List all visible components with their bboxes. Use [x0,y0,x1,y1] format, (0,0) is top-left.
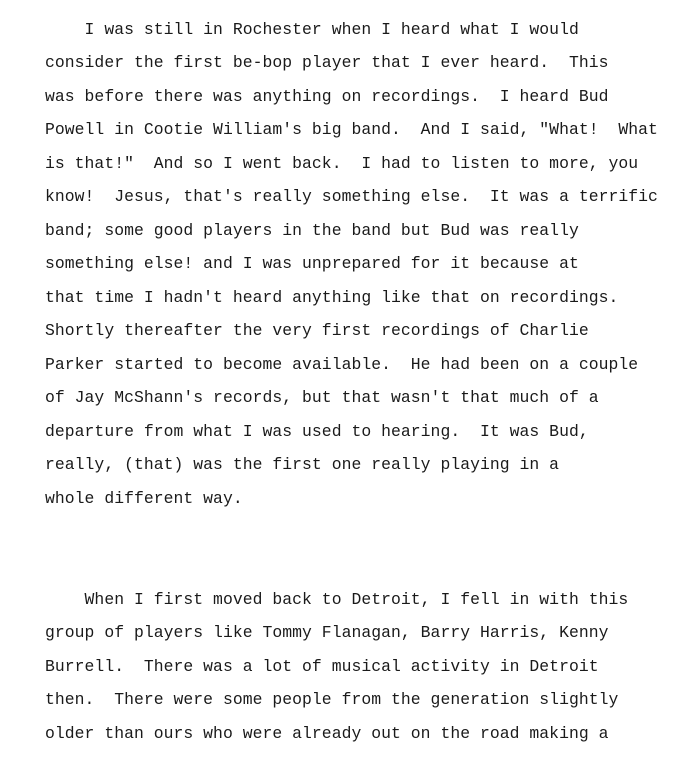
paragraph-1-line-1: I was still in Rochester when I heard what I would [45,20,579,39]
paragraph-1-line-11: Parker started to become available. He had been on a couple [45,355,639,374]
paragraph-2-line-1: When I first moved back to Detroit, I fell in with this [45,590,629,609]
paragraph-1-line-6: know! Jesus, that's really something else. It was a terrific [45,187,658,206]
paragraph-1-line-3: was before there was anything on recordings. I heard Bud [45,87,609,106]
paragraph-1-line-8: something else! and I was unprepared for it because at [45,254,579,273]
paragraph-1-line-5: is that!" And so I went back. I had to listen to more, you [45,154,639,173]
paragraph-2-line-2: group of players like Tommy Flanagan, Barry Harris, Kenny [45,623,609,642]
paragraph-2-line-3: Burrell. There was a lot of musical activity in Detroit [45,657,599,676]
paragraph-1-line-12: of Jay McShann's records, but that wasn't that much of a [45,388,599,407]
paragraph-2-line-4: then. There were some people from the generation slightly [45,690,619,709]
paragraph-1-line-15: whole different way. [45,489,243,508]
paragraph-1-line-10: Shortly thereafter the very first recordings of Charlie [45,321,589,340]
paragraph-1-line-4: Powell in Cootie William's big band. And I said, "What! What [45,120,658,139]
paragraph-1-line-9: that time I hadn't heard anything like that on recordings. [45,288,619,307]
paragraph-1-line-7: band; some good players in the band but Bud was really [45,221,579,240]
paragraph-2-line-5: older than ours who were already out on the road making a [45,724,609,743]
paragraph-1-line-2: consider the first be-bop player that I ever heard. This [45,53,609,72]
paragraph-1-line-13: departure from what I was used to hearing. It was Bud, [45,422,589,441]
paragraph-1-line-14: really, (that) was the first one really playing in a [45,455,560,474]
